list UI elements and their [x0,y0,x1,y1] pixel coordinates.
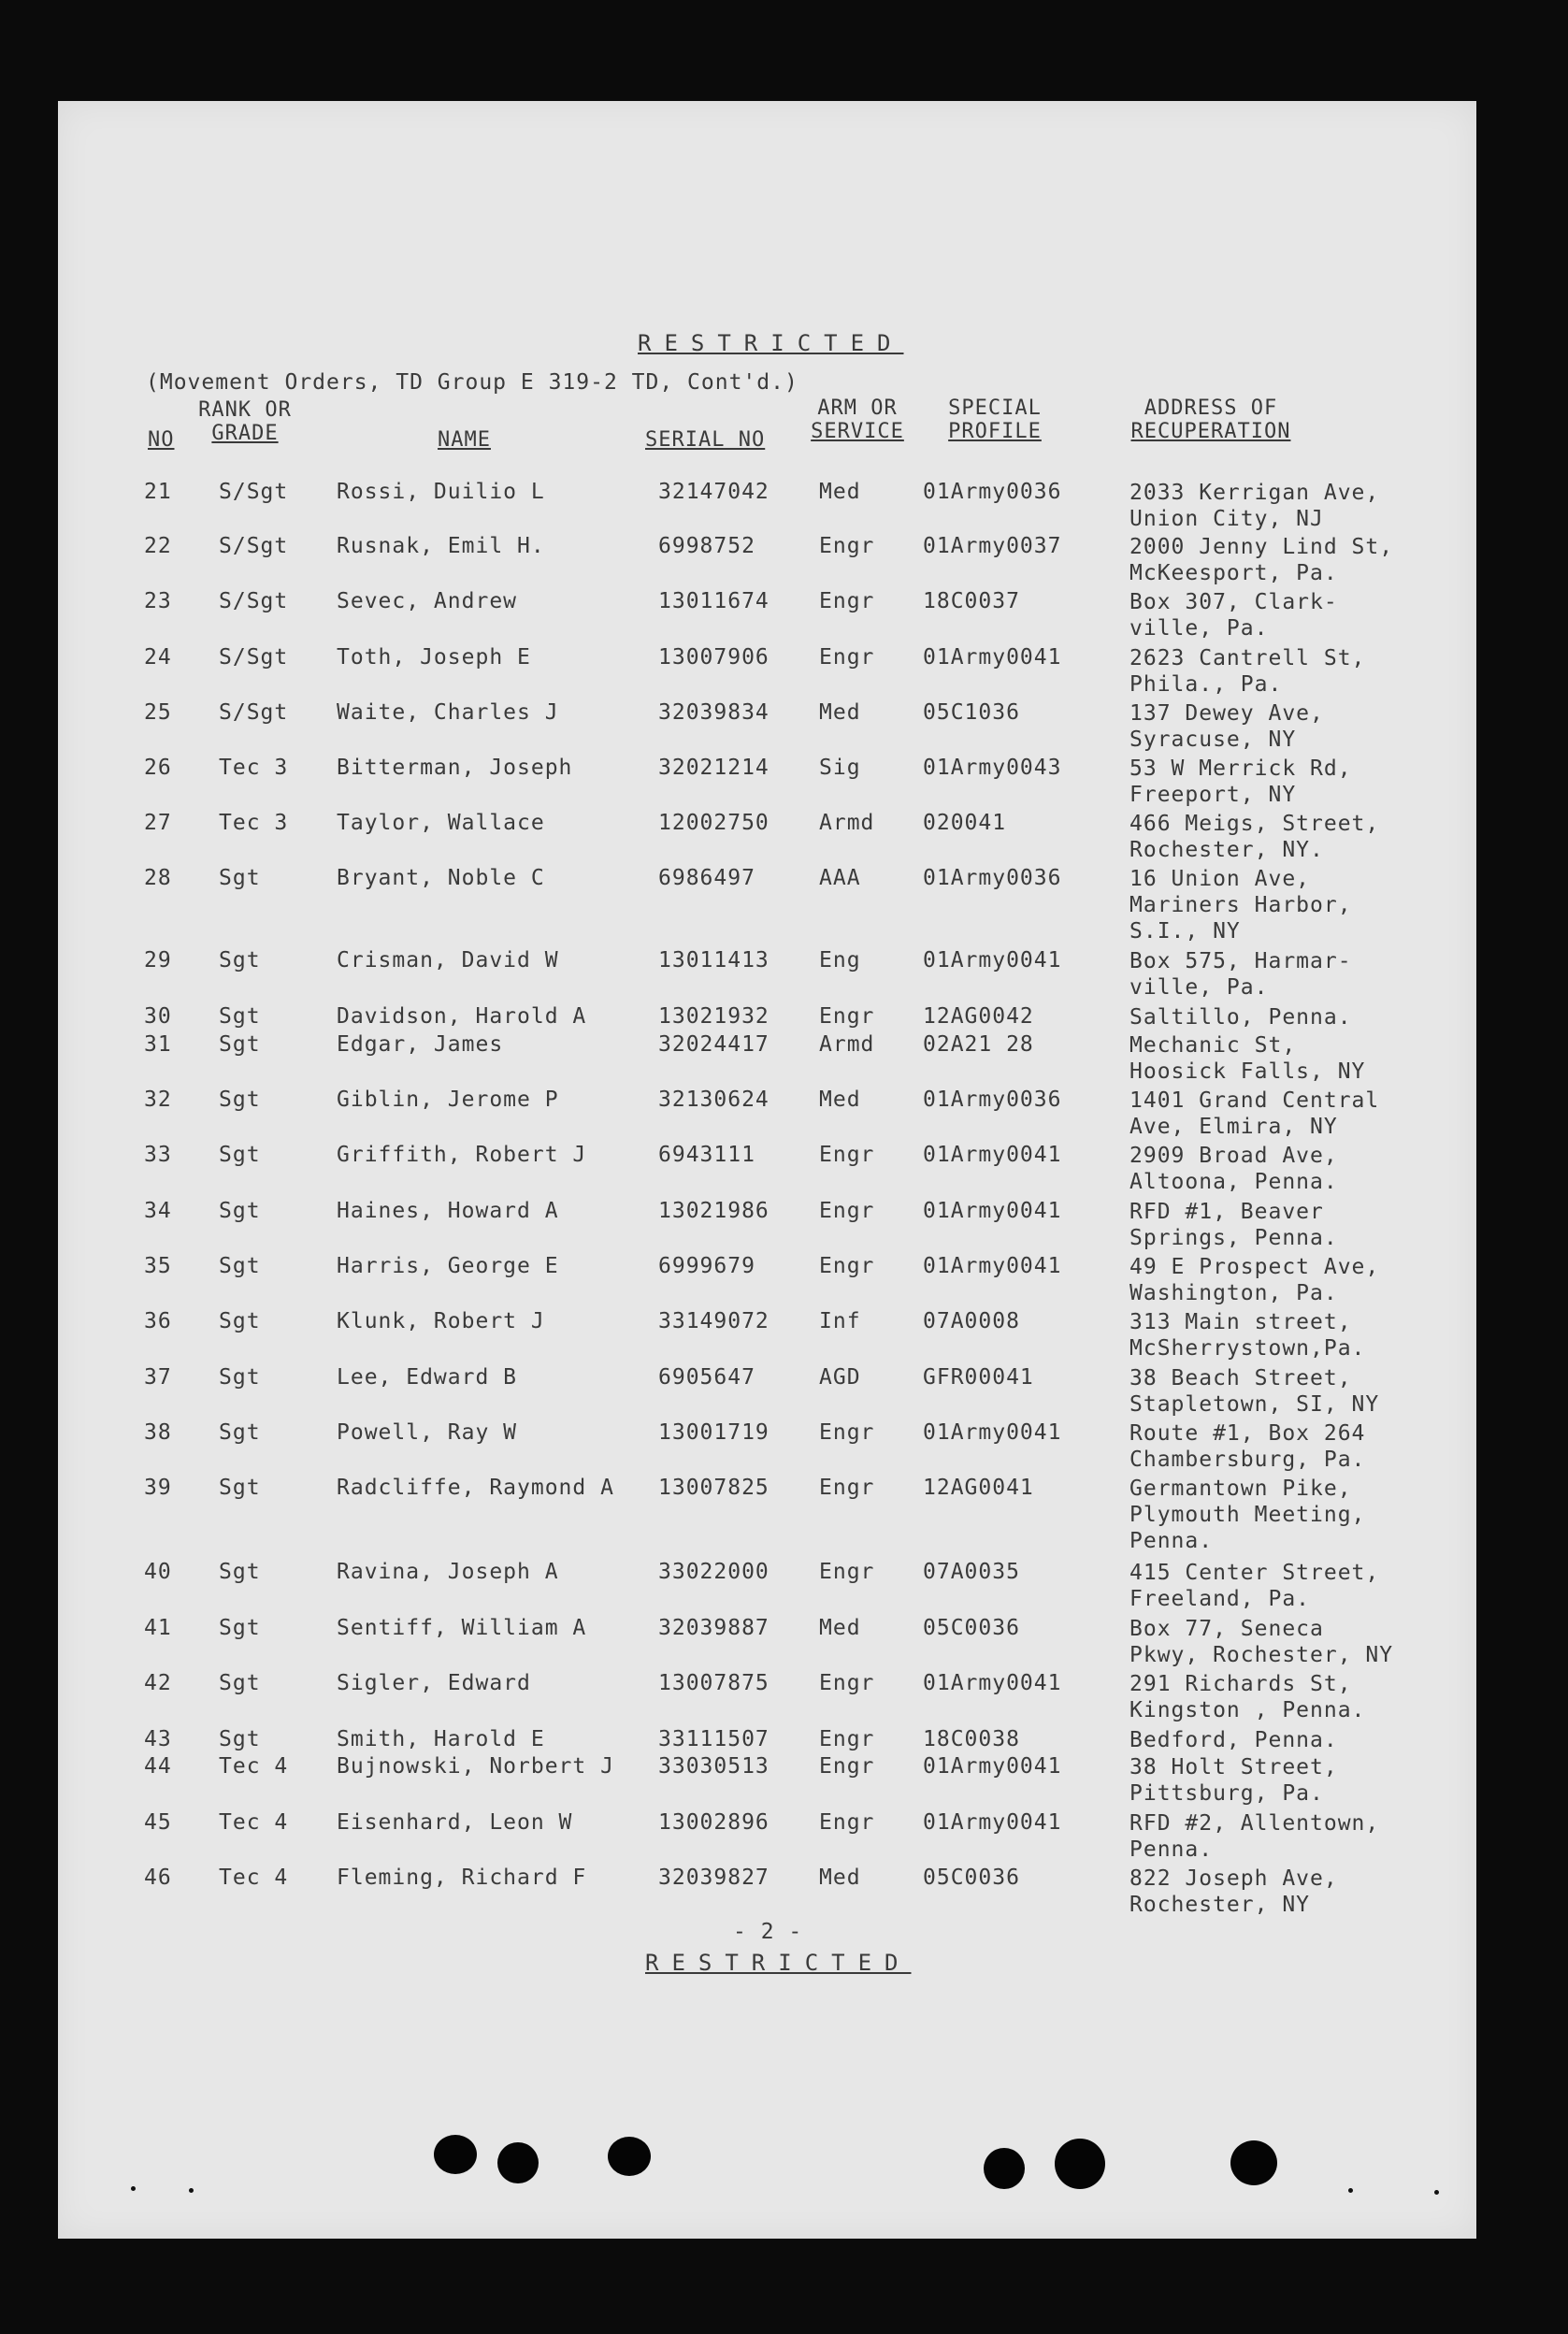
row-arm-service: Engr [819,645,875,670]
address-line: 415 Center Street, [1129,1561,1380,1585]
row-serial-no: 32147042 [658,480,770,504]
row-arm-service: Eng [819,948,861,972]
row-number: 45 [144,1810,172,1835]
row-name: Powell, Ray W [337,1420,518,1445]
row-arm-service: AGD [819,1365,861,1390]
row-address [1129,1088,1379,1140]
row-arm-service: Engr [819,589,875,613]
row-number: 38 [144,1420,172,1445]
row-number: 24 [144,645,172,670]
row-arm-service: Engr [819,1143,875,1167]
row-serial-no: 13011674 [658,589,770,613]
address-line: Penna. [1129,1529,1214,1553]
table-row [58,1616,1476,1672]
row-rank: Tec 4 [219,1866,289,1890]
address-line: RFD #2, Allentown, [1129,1811,1380,1836]
address-line: Penna. [1129,1837,1214,1862]
table-row [58,645,1476,701]
row-special-profile: 01Army0041 [923,1199,1062,1223]
row-special-profile: 01Army0041 [923,1143,1062,1167]
row-rank: Sgt [219,1420,261,1445]
punch-hole [497,2142,539,2183]
row-name: Griffith, Robert J [337,1143,587,1167]
row-rank: Sgt [219,948,261,972]
row-name: Sigler, Edward [337,1671,531,1695]
row-special-profile: GFR00041 [923,1365,1034,1390]
row-number: 41 [144,1616,172,1640]
row-number: 42 [144,1671,172,1695]
row-address [1129,1004,1352,1030]
row-name: Bitterman, Joseph [337,756,573,780]
row-name: Rossi, Duilio L [337,480,545,504]
row-arm-service: Engr [819,534,875,558]
row-arm-service: Engr [819,1004,875,1029]
row-serial-no: 13002896 [658,1810,770,1835]
row-special-profile: 05C0036 [923,1866,1020,1890]
row-address [1129,811,1379,863]
ink-speck [131,2186,136,2191]
address-line: Pittsburg, Pa. [1129,1781,1324,1806]
address-line: Box 307, Clark- [1129,590,1338,614]
row-address [1129,589,1338,641]
row-arm-service: Engr [819,1671,875,1695]
address-line: Pkwy, Rochester, NY [1129,1643,1394,1667]
row-address [1129,1727,1338,1753]
address-line: Union City, NJ [1129,507,1324,531]
address-line: Hoosick Falls, NY [1129,1059,1366,1084]
row-arm-service: Sig [819,756,861,780]
table-row [58,480,1476,536]
row-special-profile: 01Army0043 [923,756,1062,780]
row-serial-no: 13021986 [658,1199,770,1223]
row-address [1129,1365,1379,1418]
row-name: Crisman, David W [337,948,559,972]
row-special-profile: 01Army0036 [923,866,1062,890]
ink-speck [1434,2190,1439,2195]
row-rank: S/Sgt [219,480,289,504]
row-arm-service: Engr [819,1727,875,1751]
address-line: Ave, Elmira, NY [1129,1115,1338,1139]
row-name: Bryant, Noble C [337,866,545,890]
row-arm-service: Engr [819,1199,875,1223]
row-serial-no: 32039834 [658,700,770,725]
row-arm-service: Inf [819,1309,861,1333]
row-serial-no: 6999679 [658,1254,755,1278]
address-line: 313 Main street, [1129,1310,1352,1334]
address-line: Box 77, Seneca [1129,1617,1324,1641]
address-line: Mariners Harbor, [1129,893,1352,917]
row-rank: Tec 3 [219,811,289,835]
row-special-profile: 01Army0041 [923,1810,1062,1835]
row-rank: S/Sgt [219,534,289,558]
row-rank: S/Sgt [219,700,289,725]
row-rank: Sgt [219,1199,261,1223]
col-header-address: ADDRESS OF RECUPERATION [1130,396,1291,443]
address-line: 2909 Broad Ave, [1129,1144,1338,1168]
row-address [1129,1560,1379,1612]
row-address [1129,1616,1393,1668]
row-address [1129,700,1324,753]
row-rank: Sgt [219,1476,261,1500]
row-name: Taylor, Wallace [337,811,545,835]
address-line: 49 E Prospect Ave, [1129,1255,1380,1279]
row-address [1129,534,1393,586]
row-rank: Sgt [219,1671,261,1695]
row-special-profile: 01Army0041 [923,1754,1062,1779]
row-number: 29 [144,948,172,972]
row-arm-service: Engr [819,1420,875,1445]
restricted-header: RESTRICTED [638,330,904,356]
row-name: Davidson, Harold A [337,1004,587,1029]
row-special-profile: 01Army0041 [923,645,1062,670]
row-special-profile: 18C0037 [923,589,1020,613]
row-arm-service: Med [819,1866,861,1890]
row-serial-no: 13021932 [658,1004,770,1029]
address-line: McKeesport, Pa. [1129,561,1338,585]
row-number: 46 [144,1866,172,1890]
row-special-profile: 05C1036 [923,700,1020,725]
row-serial-no: 12002750 [658,811,770,835]
row-number: 43 [144,1727,172,1751]
row-address [1129,1199,1338,1251]
row-address [1129,1476,1365,1554]
table-row [58,866,1476,944]
row-rank: Sgt [219,1254,261,1278]
document-page [58,101,1476,2239]
row-serial-no: 13011413 [658,948,770,972]
row-name: Edgar, James [337,1032,504,1057]
row-special-profile: 12AG0041 [923,1476,1034,1500]
row-serial-no: 33022000 [658,1560,770,1584]
row-number: 30 [144,1004,172,1029]
row-rank: Sgt [219,1727,261,1751]
address-line: Syracuse, NY [1129,728,1297,752]
row-arm-service: Engr [819,1254,875,1278]
address-line: Plymouth Meeting, [1129,1503,1366,1527]
row-name: Sentiff, William A [337,1616,587,1640]
row-serial-no: 33111507 [658,1727,770,1751]
table-row [58,1810,1476,1866]
address-line: 822 Joseph Ave, [1129,1866,1338,1891]
address-line: Bedford, Penna. [1129,1728,1338,1752]
table-row [58,1754,1476,1810]
row-name: Rusnak, Emil H. [337,534,545,558]
row-special-profile: 01Army0041 [923,1671,1062,1695]
row-serial-no: 32039827 [658,1866,770,1890]
address-line: Springs, Penna. [1129,1226,1338,1250]
address-line: Chambersburg, Pa. [1129,1448,1366,1472]
row-address [1129,1420,1365,1473]
row-name: Toth, Joseph E [337,645,531,670]
row-arm-service: Engr [819,1754,875,1779]
address-line: Freeport, NY [1129,783,1297,807]
row-address [1129,645,1365,698]
col-header-serial: SERIAL NO [645,428,766,452]
punch-hole [984,2148,1025,2189]
row-number: 37 [144,1365,172,1390]
row-serial-no: 32130624 [658,1088,770,1112]
address-line: 16 Union Ave, [1129,867,1311,891]
row-rank: Sgt [219,866,261,890]
row-address [1129,1754,1338,1807]
address-line: 466 Meigs, Street, [1129,812,1380,836]
row-rank: Sgt [219,1143,261,1167]
row-number: 33 [144,1143,172,1167]
address-line: 2623 Cantrell St, [1129,646,1366,670]
row-serial-no: 33030513 [658,1754,770,1779]
address-line: ville, Pa. [1129,616,1269,641]
address-line: 137 Dewey Ave, [1129,701,1324,726]
row-number: 22 [144,534,172,558]
address-line: ville, Pa. [1129,975,1269,1000]
row-arm-service: AAA [819,866,861,890]
ink-speck [189,2188,194,2193]
row-number: 31 [144,1032,172,1057]
row-rank: Tec 4 [219,1754,289,1779]
row-number: 40 [144,1560,172,1584]
row-serial-no: 13007825 [658,1476,770,1500]
table-row [58,948,1476,1004]
restricted-footer: RESTRICTED [645,1950,912,1976]
row-arm-service: Med [819,1616,861,1640]
row-name: Haines, Howard A [337,1199,559,1223]
row-serial-no: 13007906 [658,645,770,670]
row-number: 23 [144,589,172,613]
row-address [1129,866,1352,944]
row-serial-no: 6905647 [658,1365,755,1390]
table-row [58,1476,1476,1553]
table-row [58,1254,1476,1310]
row-rank: Sgt [219,1365,261,1390]
row-serial-no: 13001719 [658,1420,770,1445]
row-number: 25 [144,700,172,725]
address-line: 38 Holt Street, [1129,1755,1338,1779]
row-serial-no: 32021214 [658,756,770,780]
address-line: 2000 Jenny Lind St, [1129,535,1394,559]
row-rank: Sgt [219,1309,261,1333]
row-address [1129,1309,1365,1362]
address-line: Box 575, Harmar- [1129,949,1352,973]
punch-hole [1055,2139,1105,2189]
address-line: 53 W Merrick Rd, [1129,756,1352,781]
row-special-profile: 07A0008 [923,1309,1020,1333]
address-line: Freeland, Pa. [1129,1587,1311,1611]
address-line: Germantown Pike, [1129,1477,1352,1501]
row-serial-no: 6998752 [658,534,755,558]
row-special-profile: 05C0036 [923,1616,1020,1640]
table-row [58,1365,1476,1421]
table-row [58,534,1476,590]
row-arm-service: Med [819,480,861,504]
row-name: Waite, Charles J [337,700,559,725]
row-special-profile: 01Army0041 [923,1420,1062,1445]
address-line: Stapletown, SI, NY [1129,1392,1380,1417]
address-line: Kingston , Penna. [1129,1698,1366,1722]
row-arm-service: Armd [819,811,875,835]
row-special-profile: 01Army0037 [923,534,1062,558]
table-row [58,1088,1476,1144]
row-arm-service: Engr [819,1560,875,1584]
row-serial-no: 32024417 [658,1032,770,1057]
row-name: Bujnowski, Norbert J [337,1754,614,1779]
address-line: Rochester, NY [1129,1893,1311,1917]
address-line: Altoona, Penna. [1129,1170,1338,1194]
row-address [1129,1143,1338,1195]
row-name: Smith, Harold E [337,1727,545,1751]
col-header-no: NO [148,428,175,452]
address-line: Saltillo, Penna. [1129,1005,1352,1030]
row-number: 35 [144,1254,172,1278]
table-row [58,1420,1476,1477]
row-address [1129,1810,1379,1863]
address-line: Rochester, NY. [1129,838,1324,862]
row-serial-no: 6943111 [658,1143,755,1167]
row-rank: Tec 4 [219,1810,289,1835]
row-number: 28 [144,866,172,890]
table-row [58,1032,1476,1088]
row-rank: Sgt [219,1616,261,1640]
row-number: 39 [144,1476,172,1500]
row-name: Radcliffe, Raymond A [337,1476,614,1500]
table-row [58,1199,1476,1255]
table-row [58,1309,1476,1365]
punch-hole [1230,2140,1277,2185]
row-arm-service: Med [819,700,861,725]
row-name: Fleming, Richard F [337,1866,587,1890]
address-line: 1401 Grand Central [1129,1088,1380,1113]
row-address [1129,480,1379,532]
table-row [58,1866,1476,1922]
row-serial-no: 32039887 [658,1616,770,1640]
row-number: 32 [144,1088,172,1112]
row-arm-service: Engr [819,1476,875,1500]
row-rank: Tec 3 [219,756,289,780]
row-arm-service: Med [819,1088,861,1112]
address-line: McSherrystown,Pa. [1129,1336,1366,1361]
col-header-rank: RANK OR GRADE [198,398,292,445]
table-row [58,1143,1476,1199]
row-rank: Sgt [219,1032,261,1057]
ink-speck [1348,2188,1353,2193]
address-line: Route #1, Box 264 [1129,1421,1366,1446]
row-name: Giblin, Jerome P [337,1088,559,1112]
row-serial-no: 13007875 [658,1671,770,1695]
row-name: Eisenhard, Leon W [337,1810,573,1835]
row-special-profile: 01Army0041 [923,948,1062,972]
row-special-profile: 02A21 28 [923,1032,1034,1057]
row-special-profile: 12AG0042 [923,1004,1034,1029]
row-arm-service: Engr [819,1810,875,1835]
address-line: 2033 Kerrigan Ave, [1129,481,1380,505]
row-rank: S/Sgt [219,645,289,670]
table-row [58,589,1476,645]
address-line: 291 Richards St, [1129,1672,1352,1696]
address-line: S.I., NY [1129,919,1241,944]
table-row [58,811,1476,867]
row-rank: Sgt [219,1004,261,1029]
row-number: 34 [144,1199,172,1223]
col-header-profile: SPECIAL PROFILE [948,396,1042,443]
row-special-profile: 01Army0036 [923,1088,1062,1112]
row-address [1129,756,1352,808]
row-serial-no: 33149072 [658,1309,770,1333]
row-rank: Sgt [219,1560,261,1584]
row-address [1129,1671,1365,1723]
row-address [1129,948,1352,1001]
row-address [1129,1032,1365,1085]
row-number: 36 [144,1309,172,1333]
address-line: Phila., Pa. [1129,672,1283,697]
row-special-profile: 020041 [923,811,1007,835]
row-number: 26 [144,756,172,780]
row-serial-no: 6986497 [658,866,755,890]
row-number: 27 [144,811,172,835]
row-name: Lee, Edward B [337,1365,518,1390]
row-number: 21 [144,480,172,504]
punch-hole [608,2137,651,2176]
address-line: Washington, Pa. [1129,1281,1338,1305]
row-name: Sevec, Andrew [337,589,518,613]
row-address [1129,1254,1379,1306]
address-line: RFD #1, Beaver [1129,1200,1324,1224]
document-subtitle: (Movement Orders, TD Group E 319-2 TD, Cont'd.) [146,370,798,395]
col-header-name: NAME [438,428,491,452]
row-name: Ravina, Joseph A [337,1560,559,1584]
table-row [58,700,1476,756]
row-rank: S/Sgt [219,589,289,613]
row-special-profile: 07A0035 [923,1560,1020,1584]
row-special-profile: 01Army0036 [923,480,1062,504]
row-special-profile: 18C0038 [923,1727,1020,1751]
table-row [58,1671,1476,1727]
row-name: Klunk, Robert J [337,1309,545,1333]
row-arm-service: Armd [819,1032,875,1057]
address-line: 38 Beach Street, [1129,1366,1352,1390]
row-rank: Sgt [219,1088,261,1112]
row-address [1129,1866,1338,1918]
row-number: 44 [144,1754,172,1779]
table-row [58,1560,1476,1616]
page-number: - 2 - [733,1920,803,1944]
table-row [58,756,1476,812]
row-name: Harris, George E [337,1254,559,1278]
punch-hole [434,2135,477,2174]
address-line: Mechanic St, [1129,1033,1297,1058]
row-special-profile: 01Army0041 [923,1254,1062,1278]
col-header-arm: ARM OR SERVICE [811,396,904,443]
